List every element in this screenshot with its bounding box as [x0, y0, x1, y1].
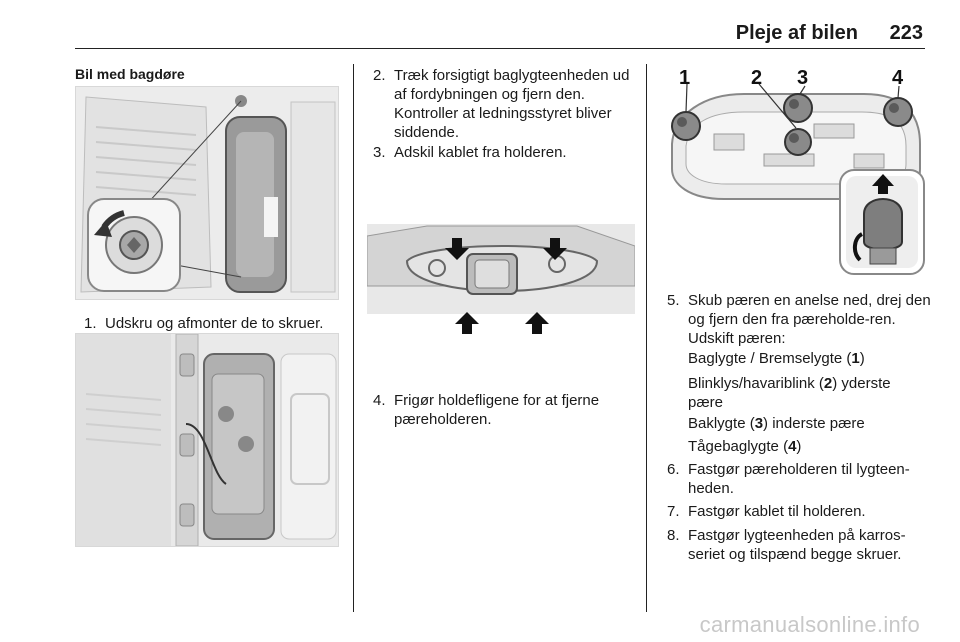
step-number: 4. [373, 392, 386, 409]
callout-2: 2 [751, 67, 763, 89]
illustration-bulb-positions [664, 64, 926, 276]
step-number: 5. [667, 292, 680, 309]
bulb-label: Blinklys/havariblink ( [688, 375, 824, 392]
bulb-label: Baklygte ( [688, 415, 755, 432]
step-text: Skub pæren en anelse ned, drej den og fjern den fra pæreholde-ren. Udskift pæren: [688, 292, 931, 347]
bulb-item-4 [688, 437, 928, 456]
instruction-step-3 [373, 143, 635, 162]
watermark: carmanualsonline.info [699, 612, 920, 637]
bulb-label-end: ) [859, 350, 865, 367]
step-text: Adskil kablet fra holderen. [394, 144, 567, 161]
column-divider-1 [353, 64, 354, 612]
step-text: Fastgør lygteenheden på karros-seriet og tilspænd begge skruer. [688, 527, 906, 563]
page-number: 223 [889, 22, 923, 44]
bulb-item-2 [688, 374, 928, 412]
bulb-number: 2 [823, 375, 833, 392]
bulb-label-end: ) [796, 438, 802, 455]
instruction-step-5 [667, 291, 932, 348]
illustration-lamp-housing [75, 333, 339, 547]
instruction-step-2 [373, 66, 635, 142]
step-text: Fastgør pæreholderen til lygteen-heden. [688, 461, 910, 497]
page-header-title: Pleje af bilen [735, 22, 858, 44]
column-divider-2 [646, 64, 647, 612]
step-text: Udskru og afmonter de to skruer. [105, 315, 324, 332]
instruction-step-8 [667, 526, 932, 564]
step-text: Fastgør kablet til holderen. [688, 503, 866, 520]
step-number: 6. [667, 461, 680, 478]
callout-3: 3 [797, 67, 809, 89]
header-divider [75, 48, 925, 49]
bulb-label: Baglygte / Bremselygte ( [688, 350, 852, 367]
instruction-step-7 [667, 502, 932, 521]
callout-1: 1 [679, 67, 691, 89]
callout-4: 4 [892, 67, 904, 89]
step-number: 1. [84, 315, 97, 332]
instruction-step-1 [84, 314, 346, 333]
bulb-item-3 [688, 414, 928, 433]
bulb-label-end: ) inderste pære [763, 415, 865, 432]
step-number: 3. [373, 144, 386, 161]
bulb-number: 4 [788, 438, 797, 455]
bulb-item-1 [688, 349, 928, 368]
step-number: 7. [667, 503, 680, 520]
bulb-label: Tågebaglygte ( [688, 438, 789, 455]
illustration-bulb-holder-tabs [367, 216, 635, 340]
illustration-remove-screws [75, 86, 339, 300]
instruction-step-6 [667, 460, 932, 498]
step-text: Frigør holdefligene for at fjerne pæreholderen. [394, 392, 600, 428]
step-number: 8. [667, 527, 680, 544]
step-number: 2. [373, 67, 386, 84]
section-title: Bil med bagdøre [75, 66, 185, 82]
bulb-number: 1 [851, 350, 860, 367]
bulb-label-end: ) yderste pære [688, 375, 891, 411]
instruction-step-4 [373, 391, 635, 429]
bulb-number: 3 [754, 415, 764, 432]
step-text: Træk forsigtigt baglygteenheden ud af fordybningen og fjern den. Kontroller at ledningsstyret bliver siddende. [394, 67, 630, 141]
